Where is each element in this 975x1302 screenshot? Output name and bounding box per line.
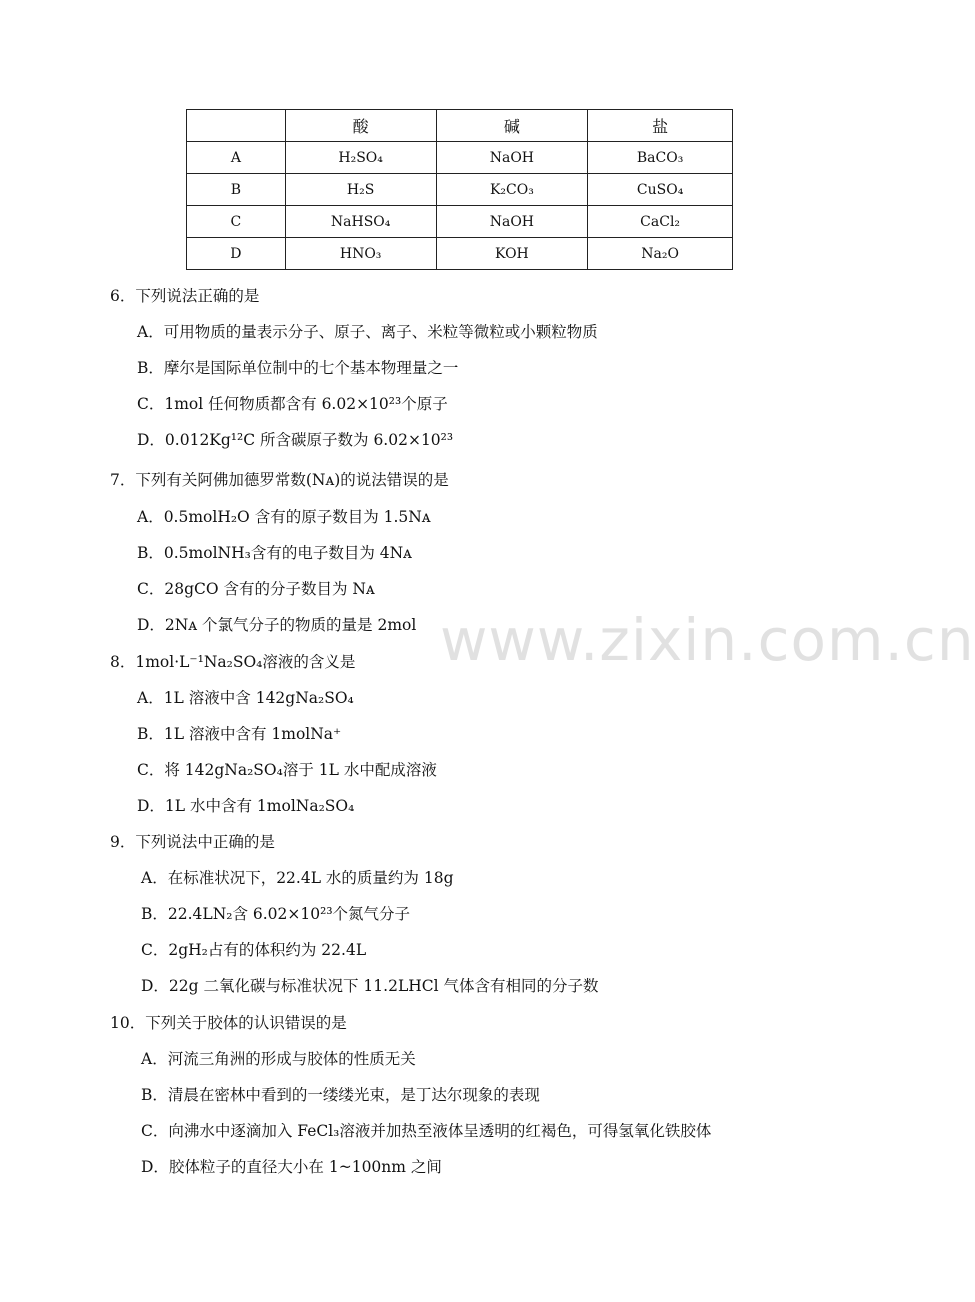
table-cell: KOH xyxy=(436,238,588,270)
table-cell: H₂S xyxy=(285,174,436,206)
table-row xyxy=(187,174,733,206)
table-cell: BaCO₃ xyxy=(588,142,733,174)
watermark: www.zixin.com.cn xyxy=(440,606,975,674)
table-cell: NaHSO₄ xyxy=(285,206,436,238)
question-6-option-d: D．0.012Kg¹²C 所含碳原子数为 6.02×10²³ xyxy=(137,431,454,449)
question-7-option-d: D．2Nᴀ 个氯气分子的物质的量是 2mol xyxy=(137,616,417,634)
table-cell: CaCl₂ xyxy=(588,206,733,238)
table-header-cell: 酸 xyxy=(285,110,436,142)
question-9-option-c: C．2gH₂占有的体积约为 22.4L xyxy=(141,941,367,959)
table-cell: H₂SO₄ xyxy=(285,142,436,174)
question-10-option-b: B．清晨在密林中看到的一缕缕光束，是丁达尔现象的表现 xyxy=(141,1086,540,1104)
table-cell: K₂CO₃ xyxy=(436,174,588,206)
question-10-option-a: A．河流三角洲的形成与胶体的性质无关 xyxy=(141,1050,416,1068)
question-10-option-c: C．向沸水中逐滴加入 FeCl₃溶液并加热至液体呈透明的红褐色，可得氢氧化铁胶体 xyxy=(141,1122,712,1140)
table-row xyxy=(187,142,733,174)
table-cell: NaOH xyxy=(436,142,588,174)
question-6-option-a: A．可用物质的量表示分子、原子、离子、米粒等微粒或小颗粒物质 xyxy=(137,323,598,341)
question-9-option-a: A．在标准状况下，22.4L 水的质量约为 18g xyxy=(141,869,454,887)
question-10-option-d: D．胶体粒子的直径大小在 1~100nm 之间 xyxy=(141,1158,442,1176)
table-header-row xyxy=(187,110,733,142)
question-6-stem: 6．下列说法正确的是 xyxy=(110,287,260,305)
acid-base-salt-table xyxy=(186,109,733,270)
table-cell: C xyxy=(187,206,286,238)
table-row xyxy=(187,206,733,238)
question-7-option-c: C．28gCO 含有的分子数目为 Nᴀ xyxy=(137,580,375,598)
table-cell: Na₂O xyxy=(588,238,733,270)
question-8-option-d: D．1L 水中含有 1molNa₂SO₄ xyxy=(137,797,355,815)
question-7-option-b: B．0.5molNH₃含有的电子数目为 4Nᴀ xyxy=(137,544,412,562)
table-cell: A xyxy=(187,142,286,174)
table-cell: HNO₃ xyxy=(285,238,436,270)
question-6-option-b: B．摩尔是国际单位制中的七个基本物理量之一 xyxy=(137,359,459,377)
table-row xyxy=(187,238,733,270)
question-8-stem: 8．1mol·L⁻¹Na₂SO₄溶液的含义是 xyxy=(110,653,356,671)
table-header-cell xyxy=(187,110,286,142)
question-6-option-c: C．1mol 任何物质都含有 6.02×10²³个原子 xyxy=(137,395,448,413)
question-8-option-b: B．1L 溶液中含有 1molNa⁺ xyxy=(137,725,342,743)
question-7-stem: 7．下列有关阿佛加德罗常数(Nᴀ)的说法错误的是 xyxy=(110,471,449,489)
table-cell: D xyxy=(187,238,286,270)
question-9-option-d: D．22g 二氧化碳与标准状况下 11.2LHCl 气体含有相同的分子数 xyxy=(141,977,599,995)
question-9-stem: 9．下列说法中正确的是 xyxy=(110,833,275,851)
question-7-option-a: A．0.5molH₂O 含有的原子数目为 1.5Nᴀ xyxy=(137,508,431,526)
table-cell: B xyxy=(187,174,286,206)
question-8-option-a: A．1L 溶液中含 142gNa₂SO₄ xyxy=(137,689,354,707)
question-8-option-c: C．将 142gNa₂SO₄溶于 1L 水中配成溶液 xyxy=(137,761,437,779)
table-cell: NaOH xyxy=(436,206,588,238)
question-9-option-b: B．22.4LN₂含 6.02×10²³个氮气分子 xyxy=(141,905,411,923)
table-header-cell: 碱 xyxy=(436,110,588,142)
table-header-cell: 盐 xyxy=(588,110,733,142)
table-cell: CuSO₄ xyxy=(588,174,733,206)
question-10-stem: 10．下列关于胶体的认识错误的是 xyxy=(110,1014,347,1032)
